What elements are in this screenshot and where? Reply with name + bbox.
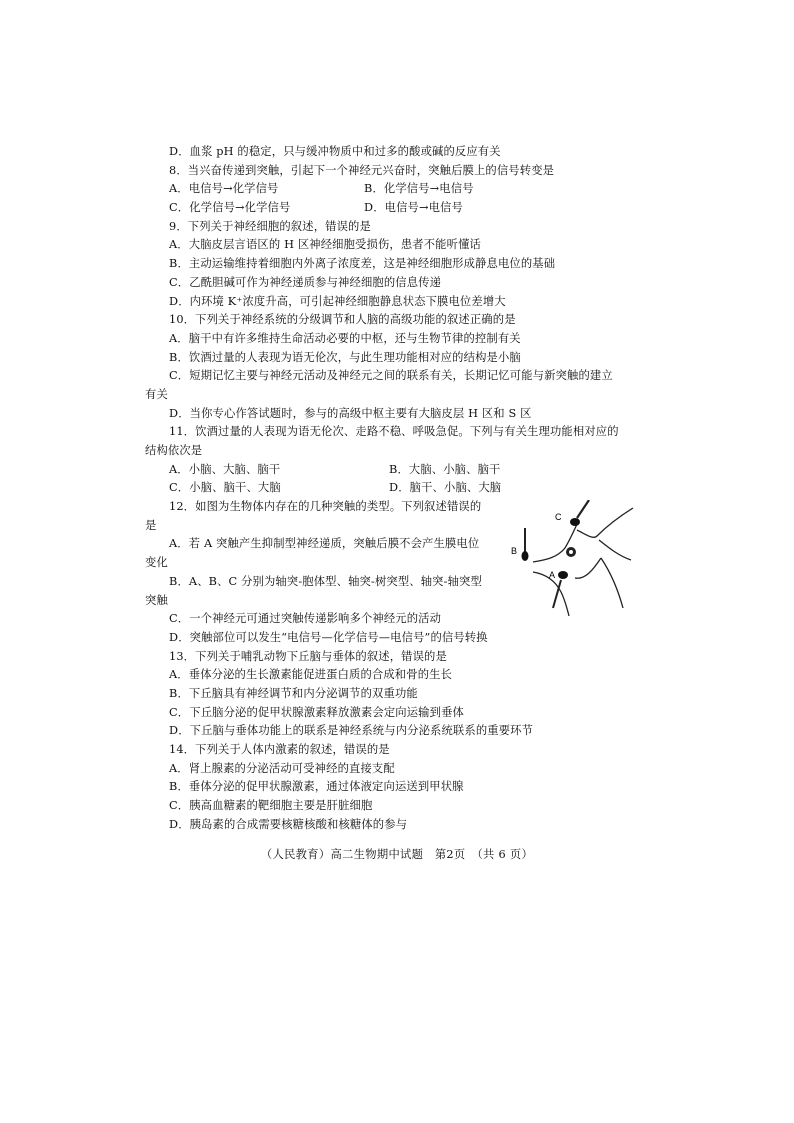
q13-option-c: C．下丘脑分泌的促甲状腺激素释放激素会定向运输到垂体: [169, 705, 464, 719]
q10-option-a: A．脑干中有许多维持生命活动必要的中枢，还与生物节律的控制有关: [169, 331, 521, 345]
q11-stem-cont: 结构依次是: [145, 444, 203, 457]
q13-option-b: B．下丘脑具有神经调节和内分泌调节的双重功能: [169, 686, 418, 700]
q9-option-a: A．大脑皮层言语区的 H 区神经细胞受损伤，患者不能听懂话: [169, 238, 481, 252]
q9-option-c: C．乙酰胆碱可作为神经递质参与神经细胞的信息传递: [169, 275, 442, 289]
q12-option-d: D．突触部位可以发生“电信号—化学信号—电信号”的信号转换: [169, 630, 488, 644]
terminal-b: [522, 551, 529, 561]
q13-option-d: D．下丘脑与垂体功能上的联系是神经系统与内分泌系统联系的重要环节: [169, 724, 534, 738]
q14-option-b: B．垂体分泌的促甲状腺激素，通过体液定向运送到甲状腺: [169, 780, 464, 794]
q12-stem-cont: 是: [145, 518, 157, 532]
q8-options-row2: [145, 199, 645, 218]
label-c: C: [555, 512, 562, 522]
q11-option-a: A．小脑、大脑、脑干: [169, 462, 281, 476]
q14-option-c: C．胰高血糖素的靶细胞主要是肝脏细胞: [169, 799, 373, 813]
q7-option-d: D．血浆 pH 的稳定，只与缓冲物质中和过多的酸或碱的反应有关: [169, 145, 501, 158]
axon-c: [577, 500, 589, 518]
q13-option-a: A．垂体分泌的生长激素能促进蛋白质的合成和骨的生长: [169, 668, 453, 682]
terminal-a: [558, 571, 568, 579]
q11-option-c: C．小脑、脑干、大脑: [169, 481, 281, 495]
q11-options-row1: [145, 461, 645, 480]
q14-option-a: A．肾上腺素的分泌活动可受神经的直接支配: [169, 761, 395, 775]
label-a: A: [549, 570, 556, 580]
q10-option-d: D．当你专心作答试题时，参与的高级中枢主要有大脑皮层 H 区和 S 区: [169, 406, 532, 420]
q11-stem: 11．饮酒过量的人表现为语无伦次、走路不稳、呼吸急促。下列与有关生理功能相对应的: [169, 425, 619, 439]
q10-stem: 10．下列关于神经系统的分级调节和人脑的高级功能的叙述正确的是: [169, 313, 516, 327]
synapse-diagram: [505, 500, 640, 618]
q8-options-row1: [145, 180, 645, 199]
axon-a: [553, 580, 561, 608]
q10-option-b: B．饮酒过量的人表现为语无伦次，与此生理功能相对应的结构是小脑: [169, 350, 521, 364]
q11-option-d: D．脑干、小脑、大脑: [389, 481, 502, 495]
q9-option-d: D．内环境 K⁺浓度升高，可引起神经细胞静息状态下膜电位差增大: [169, 294, 506, 308]
q8-option-a: A．电信号→化学信号: [169, 182, 279, 196]
q8-option-d: D．电信号→电信号: [364, 201, 463, 215]
q10-option-c-cont: 有关: [145, 387, 168, 401]
q14-option-d: D．胰岛素的合成需要核糖核酸和核糖体的参与: [169, 817, 408, 831]
q10-option-c: C．短期记忆主要与神经元活动及神经元之间的联系有关，长期记忆可能与新突触的建立: [169, 369, 613, 383]
label-b: B: [511, 546, 518, 556]
q11-option-b: B．大脑、小脑、脑干: [389, 462, 501, 476]
neuron-body: [533, 508, 633, 616]
q12-stem: 12．如图为生物体内存在的几种突触的类型。下列叙述错误的: [169, 500, 482, 514]
q12-option-b-cont: 突触: [145, 593, 168, 607]
question-list: [145, 143, 645, 834]
q9-option-b: B．主动运输维持着细胞内外离子浓度差，这是神经细胞形成静息电位的基础: [169, 257, 556, 271]
q8-stem: 8．当兴奋传递到突触，引起下一个神经元兴奋时，突触后膜上的信号转变是: [169, 163, 555, 177]
q14-stem: 14．下列关于人体内激素的叙述，错误的是: [169, 743, 390, 756]
q12-option-c: C．一个神经元可通过突触传递影响多个神经元的活动: [169, 612, 442, 626]
q12-option-b: B．A、B、C 分别为轴突-胞体型、轴突-树突型、轴突-轴突型: [169, 574, 482, 588]
q11-options-row2: [145, 479, 645, 498]
q8-option-c: C．化学信号→化学信号: [169, 201, 291, 215]
q8-option-b: B．化学信号→电信号: [364, 182, 474, 196]
nucleus-highlight: [569, 550, 573, 554]
q13-stem: 13．下列关于哺乳动物下丘脑与垂体的叙述，错误的是: [169, 649, 447, 663]
q9-stem: 9．下列关于神经细胞的叙述，错误的是: [169, 219, 371, 233]
q12-option-a: A．若 A 突触产生抑制型神经递质，突触后膜不会产生膜电位: [169, 537, 480, 551]
terminal-c: [570, 518, 580, 526]
q12-option-a-cont: 变化: [145, 556, 168, 570]
page-footer: （人民教育）高二生物期中试题 第2页 （共 6 页）: [260, 848, 534, 861]
